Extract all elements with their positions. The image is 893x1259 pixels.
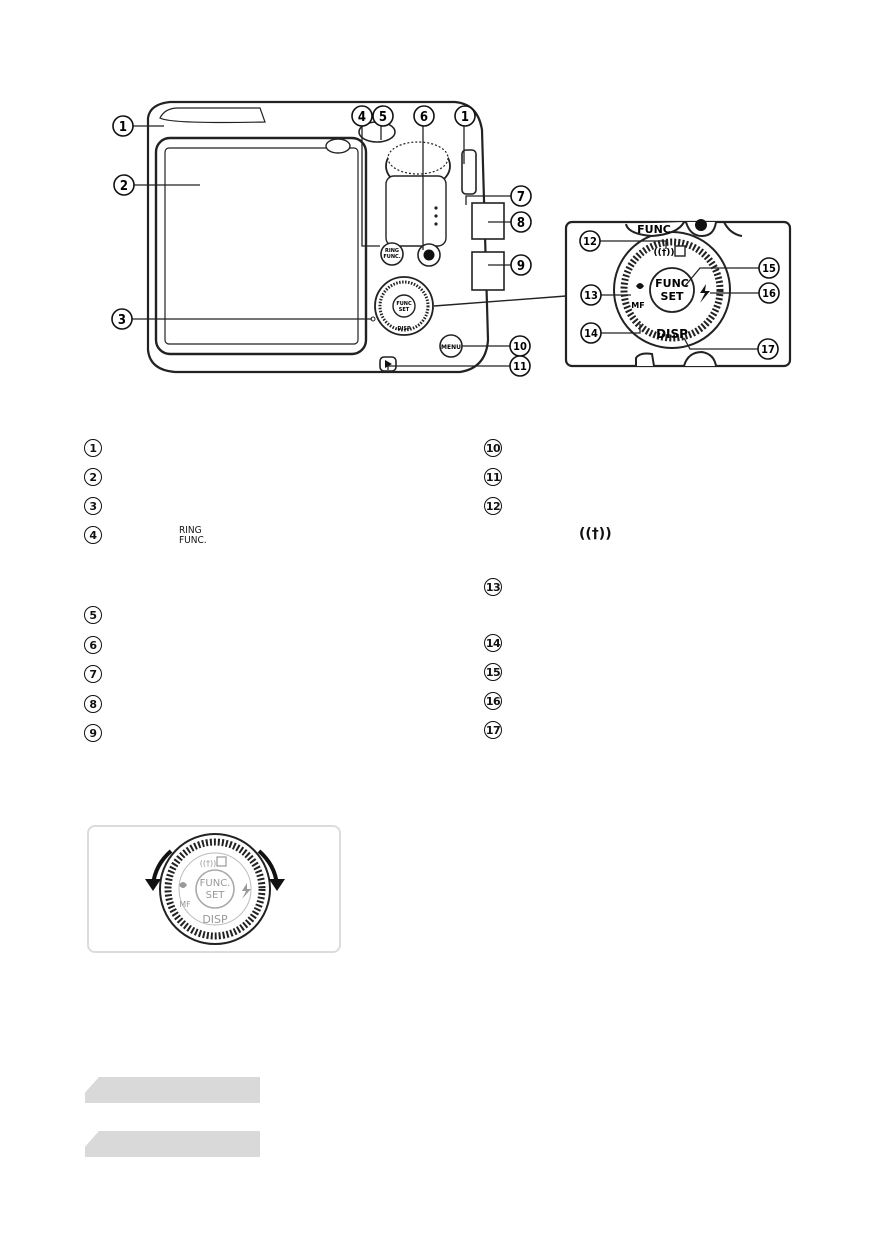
- legend-num-10: 10: [484, 439, 502, 457]
- callout-11: 11: [513, 360, 527, 373]
- ring-func-text-func: FUNC.: [383, 254, 401, 260]
- inset-disp-text: DISP: [656, 327, 688, 341]
- terminal-cover-top: [472, 203, 504, 239]
- dial-mf-text: MF: [179, 900, 191, 909]
- inset-func-text: FUNC: [655, 277, 689, 290]
- callout-15: 15: [762, 262, 776, 275]
- legend-num-16: 16: [484, 692, 502, 710]
- legend-num-14: 14: [484, 634, 502, 652]
- legend-num-6: 6: [84, 636, 102, 654]
- camera-top-edge: [160, 108, 265, 123]
- section-tab-2: [85, 1131, 260, 1157]
- callout-17: 17: [761, 343, 775, 356]
- power-button: [326, 139, 350, 153]
- callout-16: 16: [762, 287, 776, 300]
- inset-exposure-icon: [675, 246, 685, 256]
- legend-num-2: 2: [84, 468, 102, 486]
- callout-9: 9: [516, 259, 526, 274]
- thumb-grip: [386, 176, 446, 246]
- callout-14: 14: [584, 327, 598, 340]
- legend-num-7: 7: [84, 665, 102, 683]
- legend-num-17: 17: [484, 721, 502, 739]
- indicator-dot: [434, 222, 437, 225]
- dial-set-text: SET: [205, 890, 225, 901]
- inset-mf-text: MF: [631, 301, 645, 310]
- indicator-dot: [434, 214, 437, 217]
- legend-num-13: 13: [484, 578, 502, 596]
- inset-func-fragment: FUNC: [637, 223, 671, 236]
- movie-record-dot: [424, 250, 435, 261]
- dial-wifi-icon: ((†)): [199, 859, 217, 868]
- small-disp-text: DISP: [397, 326, 411, 332]
- callout-3: 3: [117, 313, 127, 328]
- legend-num-12: 12: [484, 497, 502, 515]
- indicator-dot: [434, 206, 437, 209]
- rotate-left-arrow-icon: [145, 879, 161, 891]
- callout-7: 7: [516, 190, 526, 205]
- callout-5: 5: [378, 110, 388, 125]
- ring-func-label: [179, 526, 207, 546]
- small-func-text: FUNC: [396, 301, 412, 307]
- section-tab-1: [85, 1077, 260, 1103]
- legend-num-1: 1: [84, 439, 102, 457]
- inset-movie-dot: [695, 219, 707, 231]
- callout-10: 10: [513, 340, 527, 353]
- ring-func-line1: RING: [179, 525, 202, 536]
- callout-13: 13: [584, 289, 598, 302]
- callout-4: 4: [357, 110, 367, 125]
- legend-num-8: 8: [84, 695, 102, 713]
- inset-wifi-icon: ((†)): [653, 248, 675, 258]
- callout-6: 6: [419, 110, 429, 125]
- rotate-right-arrow-icon: [269, 879, 285, 891]
- callout-1: 1: [118, 120, 128, 135]
- legend-num-5: 5: [84, 606, 102, 624]
- callout-8: 8: [516, 216, 526, 231]
- inset-set-text: SET: [660, 290, 684, 303]
- legend-num-3: 3: [84, 497, 102, 515]
- callout-12: 12: [583, 235, 597, 248]
- legend-num-11: 11: [484, 468, 502, 486]
- small-set-text: SET: [398, 307, 410, 313]
- camera-back-diagram: [0, 0, 893, 400]
- lcd-screen-inner: [165, 148, 358, 344]
- wifi-icon: ((†)): [579, 526, 612, 542]
- legend-num-4: 4: [84, 526, 102, 544]
- callout-2: 2: [119, 179, 129, 194]
- small-menu-text: MENU: [441, 344, 461, 351]
- legend-num-9: 9: [84, 724, 102, 742]
- terminal-cover-bottom: [472, 252, 504, 290]
- dial-rotation-box: [87, 825, 341, 953]
- ring-func-text-ring: RING: [385, 248, 399, 254]
- dial-exposure-icon: [217, 857, 226, 866]
- callout-1b: 1: [460, 110, 470, 125]
- legend-num-15: 15: [484, 663, 502, 681]
- ring-func-line2: FUNC.: [179, 535, 207, 546]
- inset-dial: [614, 232, 730, 348]
- dial-disp-text: DISP: [202, 913, 228, 926]
- dial-func-text: FUNC.: [199, 878, 231, 889]
- mode-dial-top: [388, 142, 448, 174]
- dial-rotation-illustration: [89, 827, 339, 951]
- inset-bottom-left-fragment: [636, 354, 654, 367]
